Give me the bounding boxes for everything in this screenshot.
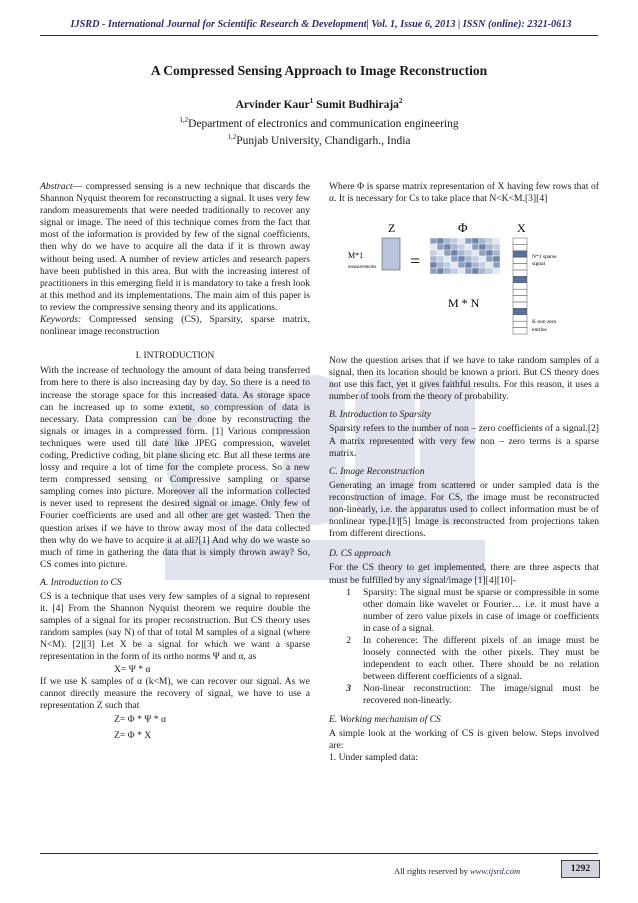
matrix-cell: [458, 268, 465, 274]
equation-1: X= Ψ * α: [114, 663, 151, 675]
vector-cell: [513, 328, 527, 334]
matrix-cell: [472, 262, 479, 268]
matrix-cell: [486, 244, 493, 250]
vector-cell: [513, 302, 527, 308]
section-introduction-heading: I. INTRODUCTION: [135, 351, 215, 362]
matrix-cell: [479, 256, 486, 262]
vector-cell: [513, 238, 527, 244]
matrix-cell: [430, 268, 437, 274]
matrix-cell: [479, 244, 486, 250]
matrix-cell: [493, 238, 500, 244]
fig-label-x: X: [517, 221, 526, 235]
matrix-cell: [458, 250, 465, 256]
authors: [0, 97, 638, 111]
matrix-cell: [437, 244, 444, 250]
footer-site-link: www.ijsrd.com: [470, 866, 521, 876]
matrix-cell: [465, 250, 472, 256]
matrix-cell: [493, 268, 500, 274]
journal-header: IJSRD - International Journal for Scientific Research & Development| Vol. 1, Issue 6, 2013 | ISSN (online): 2321-0613: [70, 19, 572, 30]
sparsity-paragraph: Sparsity refers to the number of non – zero coefficients of a signal.[2] A matrix represented with very few non – zero terms is a sparse matrix.: [329, 423, 599, 459]
matrix-cell: [437, 238, 444, 244]
intro-cs-paragraph: CS is a technique that uses very few samples of a signal to represent it. [4] From the Shannon Nyquist theorem we require double the samples of a signal for its proper reconstruction. But CS theory uses random samples (say N) of that of total M samples of a signal (where N<M). [2][3] Let X be a signal for which we want a sparse representation in the form of its ortho norms Ψ and α, as: [40, 591, 310, 663]
author-1-sup: 1: [309, 97, 314, 105]
fig-label-measurements: measurements: [348, 265, 377, 270]
fig-label-signal: signal: [532, 261, 546, 267]
matrix-cell: [465, 238, 472, 244]
cs-approach-paragraph: For the CS theory to get implemented, there are three aspects that must be fulfilled by any signal/image [1][4][10]-: [329, 562, 599, 586]
affiliation-2: $^{1,2}$Punjab University, Chandigarh., India: [227, 133, 411, 147]
fig-matrix-phi: [430, 238, 500, 274]
fig-label-entries: entries: [532, 327, 547, 333]
author-1: Arvinder Kaur: [235, 98, 310, 111]
fig-label-m1: M*1: [348, 251, 364, 260]
matrix-cell: [430, 244, 437, 250]
matrix-cell: [451, 262, 458, 268]
fig-label-k: K non zero: [532, 319, 557, 325]
vector-cell: [513, 251, 527, 257]
working-paragraph: A simple look at the working of CS is given below. Steps involved are:: [329, 727, 599, 751]
list-item: 3 Non-linear reconstruction: The image/signal must be recovered non-linearly.: [346, 683, 599, 707]
vector-cell: [513, 308, 527, 314]
matrix-cell: [493, 256, 500, 262]
vector-cell: [513, 315, 527, 321]
page-number: 1292: [561, 860, 600, 878]
matrix-cell: [430, 262, 437, 268]
matrix-cell: [451, 250, 458, 256]
intro-paragraph: With the increase of technology the amount of data being transferred from here to there is also increasing day by day. So there is a need to increase the storage space for this increased data. As storage space can be increased up to some extent, so compression of data is necessary. Data compression can be done by reconstructing the signals or images in a compressed form. [1] Various compression techniques were used till date like JPEG compression, wavelet coding, Predictive coding, bit plane slicing etc. But all these terms are lossy and require a lot of time for the complete process. So a new term compressed sensing or Compressive sampling or sparse sampling comes into picture. Moreover all the information collected is never used to represent the desired signal or image. Only few of Fourier coefficients are used and all other are get wasted. Then the question arises if we have to throw away most of the data collected then why do we have to acquire it at all?[1] And why do we waste so much of time in gathering the data that is simply thrown away? So, CS comes into picture.: [40, 365, 310, 570]
fig-label-z: Z: [388, 221, 396, 235]
equation-2: Z= Φ * Ψ * α: [114, 713, 166, 725]
matrix-cell: [444, 244, 451, 250]
footer-rule: [40, 853, 598, 854]
matrix-cell: [472, 256, 479, 262]
vector-cell: [513, 289, 527, 295]
matrix-cell: [451, 238, 458, 244]
matrix-cell: [486, 250, 493, 256]
subsection-a-heading: A. Introduction to CS: [40, 576, 122, 588]
matrix-cell: [437, 256, 444, 262]
subsection-d-heading: D. CS approach: [329, 548, 391, 560]
where-paragraph: Where Φ is sparse matrix representation of X having few rows that of α. It is necessary for Cs to take place that N<K<M.[3][4]: [329, 181, 599, 205]
matrix-cell: [486, 256, 493, 262]
matrix-cell: [444, 256, 451, 262]
matrix-cell: [486, 238, 493, 244]
vector-cell: [513, 296, 527, 302]
list-item: 2 In coherence: The different pixels of an image must be loosely connected with the other pixels. They must be independent to each other. There should be no relation between different coefficients of a signal.: [346, 634, 599, 683]
vector-cell: [513, 270, 527, 276]
matrix-cell: [472, 268, 479, 274]
fig-label-n1: N*1 sparse: [532, 254, 557, 260]
fig-label-phi: Φ: [458, 220, 468, 235]
author-2: Sumit Budhiraja: [316, 98, 399, 111]
keywords: Keywords: Compressed sensing (CS), Sparsity, sparse matrix, nonlinear image reconstruction: [40, 314, 310, 338]
vector-cell: [513, 264, 527, 270]
matrix-cell: [458, 256, 465, 262]
vector-cell: [513, 283, 527, 289]
matrix-cell: [451, 244, 458, 250]
vector-cell: [513, 244, 527, 250]
paper-title: A Compressed Sensing Approach to Image Reconstruction: [150, 63, 488, 78]
right-column-body: [329, 355, 599, 764]
matrix-cell: [472, 238, 479, 244]
fig-equals: =: [410, 251, 421, 271]
matrix-cell: [472, 244, 479, 250]
subsection-c-heading: C. Image Reconstruction: [329, 465, 425, 477]
matrix-cell: [465, 262, 472, 268]
matrix-cell: [465, 256, 472, 262]
aspects-list: [329, 587, 599, 708]
matrix-cell: [479, 250, 486, 256]
after-eq1-paragraph: If we use K samples of α (k<M), we can recover our signal. As we cannot directly measure the recovery of signal, we have to use a representation Z such that: [40, 675, 310, 711]
vector-cell: [513, 276, 527, 282]
matrix-cell: [493, 250, 500, 256]
matrix-cell: [458, 244, 465, 250]
matrix-cell: [493, 262, 500, 268]
matrix-cell: [458, 238, 465, 244]
reconstruction-paragraph: Generating an image from scattered or under sampled data is the reconstruction of image. For CS, the image must be reconstructed non-linearly, i.e. the apparatus used to collect information must be of nonlinear type.[1][5] Image is reconstructed from projections taken from different directions.: [329, 479, 599, 540]
vector-cell: [513, 257, 527, 263]
random-samples-paragraph: Now the question arises that if we have to take random samples of a signal, then its location should be known a priori. But CS theory does not use this fact, yet it gives faithful results. For this reason, it uses a number of tools from the theory of probability.: [329, 355, 599, 403]
matrix-cell: [479, 262, 486, 268]
abstract: Abstract— compressed sensing is a new technique that discards the Shannon Nyquist theorem for reconstructing a signal. It uses very few random measurements that were needed traditionally to recover any signal or image. The need of this technique comes from the fact that most of the information is provided by few of the signal coefficients, then why do we have to acquire all the data if it is thrown away without being used. A number of review articles and research papers have been published in this area. But with the increasing interest of practitioners in this emerging field it is mandatory to take a fresh look at this method and its implementations. The main aim of this paper is to review the compressive sensing theory and its applications.: [40, 181, 310, 313]
equation-3: Z= Φ * X: [114, 730, 152, 742]
subsection-b-heading: B. Introduction to Sparsity: [329, 409, 431, 421]
matrix-cell: [444, 262, 451, 268]
matrix-cell: [430, 256, 437, 262]
matrix-cell: [437, 262, 444, 268]
fig-vector-x: [513, 238, 527, 334]
matrix-cell: [437, 268, 444, 274]
affiliation-1: $^{1,2}$Department of electronics and communication engineering: [179, 116, 459, 130]
matrix-cell: [493, 244, 500, 250]
footer-text: All rights reserved by www.ijsrd.com: [394, 866, 521, 876]
step-1: 1. Under sampled data:: [329, 751, 418, 763]
matrix-cell: [486, 268, 493, 274]
matrix-cell: [486, 262, 493, 268]
matrix-cell: [479, 268, 486, 274]
vector-cell: [513, 321, 527, 327]
fig-vector-z: [382, 238, 400, 270]
matrix-cell: [451, 268, 458, 274]
matrix-cell: [472, 250, 479, 256]
matrix-cell: [437, 250, 444, 256]
matrix-cell: [465, 268, 472, 274]
author-2-sup: 2: [398, 97, 403, 105]
matrix-cell: [444, 268, 451, 274]
cs-matrix-figure: [330, 218, 600, 343]
matrix-cell: [430, 238, 437, 244]
matrix-cell: [479, 238, 486, 244]
right-column-top: [329, 181, 599, 205]
matrix-cell: [444, 250, 451, 256]
header-rule: [40, 35, 598, 36]
matrix-cell: [465, 244, 472, 250]
matrix-cell: [451, 256, 458, 262]
fig-label-mn: M * N: [448, 296, 480, 310]
list-item: 1 Sparsity: The signal must be sparse or compressible in some other domain like wavelet or Fourier… i.e. it must have a number of zero value pixels in case of image or coefficients in case of a signal.: [346, 586, 599, 634]
matrix-cell: [430, 250, 437, 256]
left-column: [40, 181, 310, 742]
matrix-cell: [444, 238, 451, 244]
matrix-cell: [458, 262, 465, 268]
subsection-e-heading: E. Working mechanism of CS: [329, 713, 441, 725]
